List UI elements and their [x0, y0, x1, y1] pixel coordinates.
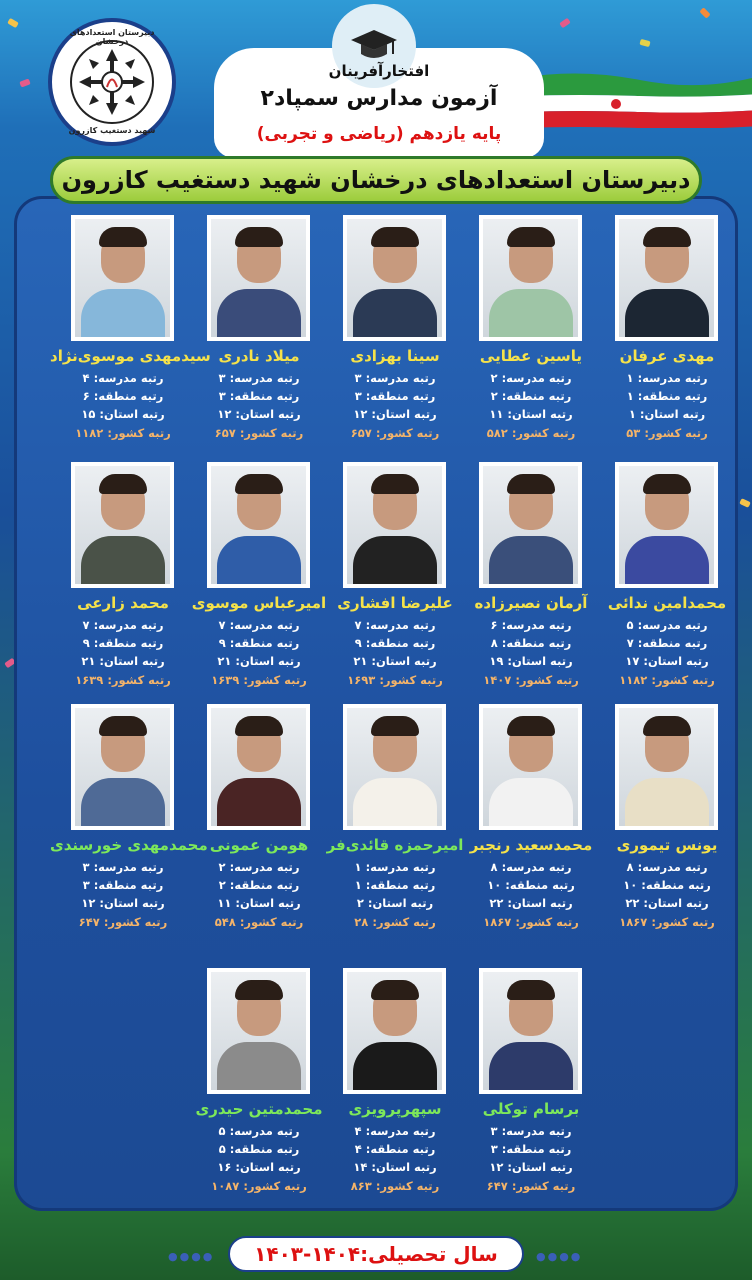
- student-photo: [207, 704, 310, 830]
- student-name: مهدی عرفان: [619, 347, 715, 365]
- student-name: یونس تیموری: [616, 836, 718, 854]
- student-card: [458, 968, 604, 1208]
- student-name: سینا بهزادی: [350, 347, 440, 365]
- header-line1: افتخارآفرینان: [328, 62, 430, 80]
- country-rank: رتبه کشور: ۱۸۶۷: [619, 915, 715, 929]
- region-rank: رتبه منطقه: ۱: [626, 389, 708, 403]
- student-photo: [615, 462, 718, 588]
- region-rank: رتبه منطقه: ۱۰: [487, 878, 575, 892]
- country-rank: رتبه کشور: ۱۰۸۷: [211, 1179, 307, 1193]
- region-rank: رتبه منطقه: ۹: [354, 636, 436, 650]
- country-rank: رتبه کشور: ۶۴۷: [486, 1179, 576, 1193]
- confetti: [739, 498, 751, 508]
- province-rank: رتبه استان: ۱۲: [353, 407, 437, 421]
- student-card: [186, 704, 332, 944]
- student-photo: [343, 968, 446, 1094]
- student-name: هومن عمونی: [209, 836, 309, 854]
- footer-dots-left: ●●●●: [168, 1250, 215, 1263]
- region-rank: رتبه منطقه: ۳: [354, 389, 436, 403]
- academic-year: سال تحصیلی:۱۴۰۴-۱۴۰۳: [228, 1236, 524, 1272]
- school-rank: رتبه مدرسه: ۴: [354, 1124, 436, 1138]
- school-rank: رتبه مدرسه: ۲: [218, 860, 300, 874]
- student-card: [594, 215, 740, 455]
- school-rank: رتبه مدرسه: ۸: [626, 860, 708, 874]
- student-photo: [343, 215, 446, 341]
- country-rank: رتبه کشور: ۵۴۸: [214, 915, 304, 929]
- region-rank: رتبه منطقه: ۱: [354, 878, 436, 892]
- grade-subtitle: پایه یازدهم (ریاضی و تجربی): [256, 124, 502, 144]
- student-card: [322, 462, 468, 702]
- student-card: [594, 462, 740, 702]
- region-rank: رتبه منطقه: ۴: [354, 1142, 436, 1156]
- region-rank: رتبه منطقه: ۹: [82, 636, 164, 650]
- student-card: [458, 462, 604, 702]
- region-rank: رتبه منطقه: ۲: [218, 878, 300, 892]
- province-rank: رتبه استان: ۱۱: [489, 407, 573, 421]
- student-name: محمد زارعی: [77, 594, 169, 612]
- student-card: [50, 462, 196, 702]
- province-rank: رتبه استان: ۱۷: [625, 654, 709, 668]
- student-photo: [71, 704, 174, 830]
- student-name: علیرضا افشاری: [337, 594, 453, 612]
- student-card: [458, 704, 604, 944]
- province-rank: رتبه استان: ۲۱: [81, 654, 165, 668]
- student-photo: [71, 462, 174, 588]
- student-name: برسام توکلی: [482, 1100, 580, 1118]
- country-rank: رتبه کشور: ۱۱۸۲: [619, 673, 715, 687]
- school-rank: رتبه مدرسه: ۲: [490, 371, 572, 385]
- province-rank: رتبه استان: ۲۱: [353, 654, 437, 668]
- province-rank: رتبه استان: ۱۲: [81, 896, 165, 910]
- province-rank: رتبه استان: ۲۲: [625, 896, 709, 910]
- country-rank: رتبه کشور: ۸۶۳: [350, 1179, 440, 1193]
- region-rank: رتبه منطقه: ۷: [626, 636, 708, 650]
- school-rank: رتبه مدرسه: ۷: [218, 618, 300, 632]
- country-rank: رتبه کشور: ۶۵۷: [350, 426, 440, 440]
- student-name: محمدسعید رنجبر: [469, 836, 593, 854]
- school-rank: رتبه مدرسه: ۱: [354, 860, 436, 874]
- school-rank: رتبه مدرسه: ۶: [490, 618, 572, 632]
- emblem-icon: [77, 47, 147, 117]
- student-photo: [615, 704, 718, 830]
- student-photo: [71, 215, 174, 341]
- school-rank: رتبه مدرسه: ۸: [490, 860, 572, 874]
- country-rank: رتبه کشور: ۶۵۷: [214, 426, 304, 440]
- region-rank: رتبه منطقه: ۱۰: [623, 878, 711, 892]
- school-rank: رتبه مدرسه: ۴: [82, 371, 164, 385]
- student-name: یاسین عطایی: [479, 347, 583, 365]
- region-rank: رتبه منطقه: ۳: [218, 389, 300, 403]
- student-photo: [343, 462, 446, 588]
- country-rank: رتبه کشور: ۶۴۷: [78, 915, 168, 929]
- logo-emblem: [70, 40, 154, 124]
- province-rank: رتبه استان: ۱۶: [217, 1160, 301, 1174]
- school-rank: رتبه مدرسه: ۱: [626, 371, 708, 385]
- country-rank: رتبه کشور: ۵۳: [626, 426, 708, 440]
- page-title: آزمون مدارس سمپاد۲: [260, 86, 498, 111]
- student-card: [186, 215, 332, 455]
- student-name: امیرعباس موسوی: [191, 594, 327, 612]
- province-rank: رتبه استان: ۲: [356, 896, 434, 910]
- country-rank: رتبه کشور: ۱۶۳۹: [75, 673, 171, 687]
- country-rank: رتبه کشور: ۱۴۰۷: [483, 673, 579, 687]
- student-card: [322, 215, 468, 455]
- student-name: سیدمهدی موسوی‌نژاد: [50, 347, 211, 365]
- province-rank: رتبه استان: ۲۲: [489, 896, 573, 910]
- student-photo: [479, 704, 582, 830]
- region-rank: رتبه منطقه: ۹: [218, 636, 300, 650]
- student-name: محمدمهدی خورسندی: [50, 836, 208, 854]
- student-photo: [479, 215, 582, 341]
- student-name: محمدامین ندائی: [607, 594, 727, 612]
- student-card: [50, 704, 208, 944]
- student-name: محمدمتین حیدری: [195, 1100, 323, 1118]
- province-rank: رتبه استان: ۱۱: [217, 896, 301, 910]
- student-card: [594, 704, 740, 944]
- province-rank: رتبه استان: ۱۲: [489, 1160, 573, 1174]
- province-rank: رتبه استان: ۱: [628, 407, 706, 421]
- school-rank: رتبه مدرسه: ۷: [354, 618, 436, 632]
- country-rank: رتبه کشور: ۱۱۸۲: [75, 426, 171, 440]
- student-card: [458, 215, 604, 455]
- student-card: [186, 968, 332, 1208]
- student-name: امیرحمزه قائدی‌فر: [326, 836, 464, 854]
- school-banner: دبیرستان استعدادهای درخشان شهید دستغیب کازرون: [50, 156, 702, 204]
- province-rank: رتبه استان: ۱۵: [81, 407, 165, 421]
- region-rank: رتبه منطقه: ۶: [82, 389, 164, 403]
- graduation-cap-icon: [349, 28, 399, 64]
- student-photo: [207, 968, 310, 1094]
- region-rank: رتبه منطقه: ۳: [82, 878, 164, 892]
- region-rank: رتبه منطقه: ۲: [490, 389, 572, 403]
- school-rank: رتبه مدرسه: ۳: [490, 1124, 572, 1138]
- student-photo: [615, 215, 718, 341]
- province-rank: رتبه استان: ۲۱: [217, 654, 301, 668]
- country-rank: رتبه کشور: ۱۶۳۹: [211, 673, 307, 687]
- student-photo: [207, 215, 310, 341]
- province-rank: رتبه استان: ۱۴: [353, 1160, 437, 1174]
- school-rank: رتبه مدرسه: ۵: [626, 618, 708, 632]
- school-rank: رتبه مدرسه: ۳: [354, 371, 436, 385]
- province-rank: رتبه استان: ۱۹: [489, 654, 573, 668]
- region-rank: رتبه منطقه: ۸: [490, 636, 572, 650]
- school-rank: رتبه مدرسه: ۳: [218, 371, 300, 385]
- country-rank: رتبه کشور: ۲۸: [354, 915, 436, 929]
- student-photo: [207, 462, 310, 588]
- region-rank: رتبه منطقه: ۵: [218, 1142, 300, 1156]
- student-photo: [343, 704, 446, 830]
- country-rank: رتبه کشور: ۱۶۹۳: [347, 673, 443, 687]
- student-card: [322, 968, 468, 1208]
- country-rank: رتبه کشور: ۵۸۲: [486, 426, 576, 440]
- student-card: [186, 462, 332, 702]
- student-photo: [479, 968, 582, 1094]
- student-name: میلاد نادری: [218, 347, 300, 365]
- country-rank: رتبه کشور: ۱۸۶۷: [483, 915, 579, 929]
- student-name: آرمان نصیرزاده: [474, 594, 588, 612]
- school-rank: رتبه مدرسه: ۵: [218, 1124, 300, 1138]
- school-rank: رتبه مدرسه: ۳: [82, 860, 164, 874]
- region-rank: رتبه منطقه: ۳: [490, 1142, 572, 1156]
- student-photo: [479, 462, 582, 588]
- iran-flag-icon: [520, 68, 752, 128]
- school-logo: [48, 18, 176, 146]
- student-name: سپهرپرویزی: [348, 1100, 442, 1118]
- province-rank: رتبه استان: ۱۲: [217, 407, 301, 421]
- logo-text-bottom: شهید دستغیب کازرون: [68, 126, 156, 135]
- student-card: [322, 704, 468, 944]
- footer-dots-right: ●●●●: [536, 1250, 583, 1263]
- student-card: [50, 215, 211, 455]
- logo-text-top: دبیرستان استعدادهای درخشان: [69, 28, 155, 46]
- school-rank: رتبه مدرسه: ۷: [82, 618, 164, 632]
